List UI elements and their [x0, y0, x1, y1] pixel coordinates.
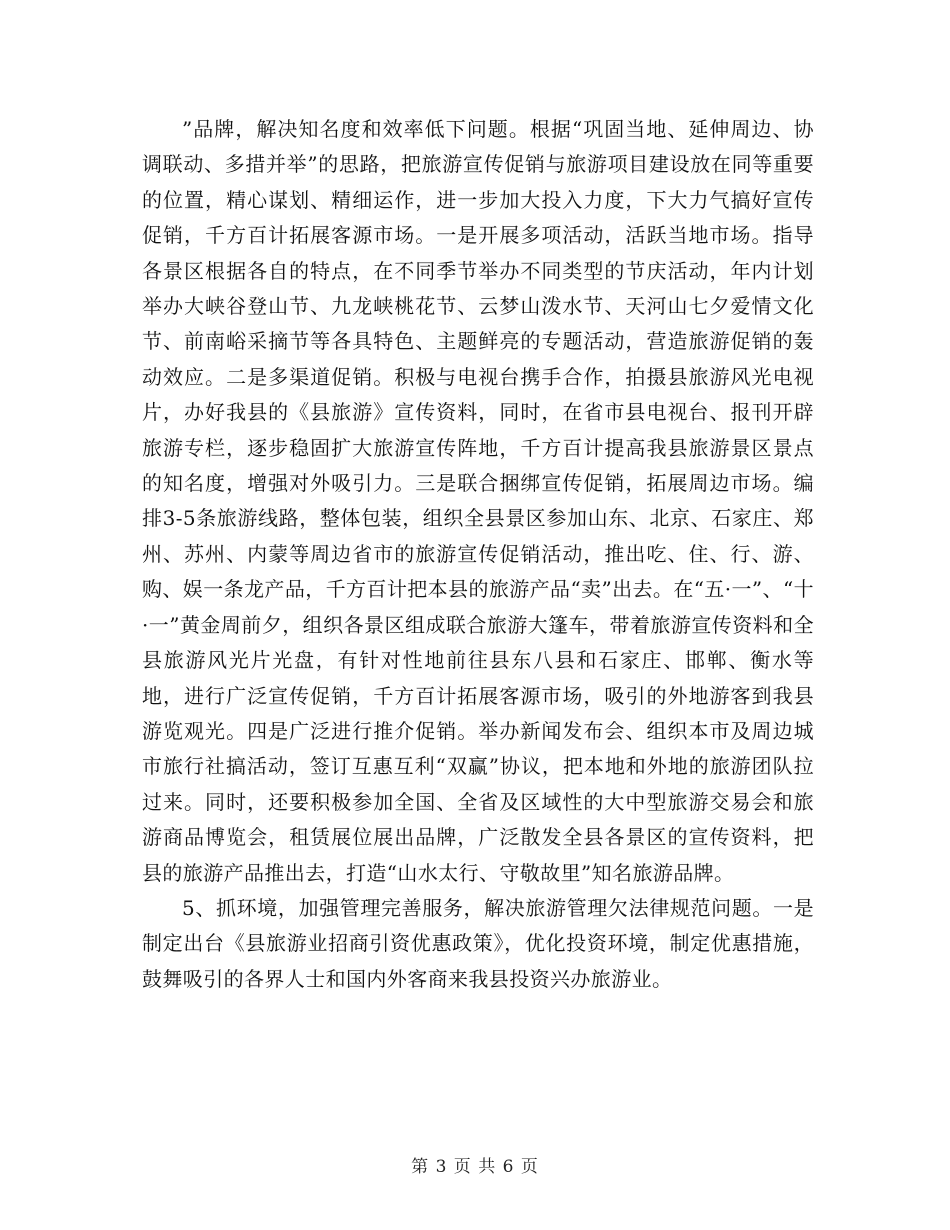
paragraph-environment-management: 5、抓环境，加强管理完善服务，解决旅游管理欠法律规范问题。一是制定出台《县旅游业招商引资优惠政策》，优化投资环境，制定优惠措施，鼓舞吸引的各界人士和国内外客商来我县投资兴办旅游业。 [142, 895, 814, 991]
page-number-footer: 第 3 页 共 6 页 [411, 1157, 539, 1177]
paragraph-tourism-promotion: ”品牌，解决知名度和效率低下问题。根据“巩固当地、延伸周边、协调联动、多措并举”的思路，把旅游宣传促销与旅游项目建设放在同等重要的位置，精心谋划、精细运作，进一步加大投入力度，下大力气搞好宣传促销，千方百计拓展客源市场。一是开展多项活动，活跃当地市场。指导各景区根据各自的特点，在不同季节举办不同类型的节庆活动，年内计划举办大峡谷登山节、九龙峡桃花节、云梦山泼水节、天河山七夕爱情文化节、前南峪采摘节等各具特色、主题鲜亮的专题活动，营造旅游促销的轰动效应。二是多渠道促销。积极与电视台携手合作，拍摄县旅游风光电视片，办好我县的《县旅游》宣传资料，同时，在省市县电视台、报刊开辟旅游专栏，逐步稳固扩大旅游宣传阵地，千方百计提高我县旅游景区景点的知名度，增强对外吸引力。三是联合捆绑宣传促销，拓展周边市场。编排3-5条旅游线路，整体包装，组织全县景区参加山东、北京、石家庄、郑州、苏州、内蒙等周边省市的旅游宣传促销活动，推出吃、住、行、游、购、娱一条龙产品，千方百计把本县的旅游产品“卖”出去。在“五·一”、“十·一”黄金周前夕，组织各景区组成联合旅游大篷车，带着旅游宣传资料和全县旅游风光片光盘，有针对性地前往县东八县和石家庄、邯郸、衡水等地，进行广泛宣传促销，千方百计拓展客源市场，吸引的外地游客到我县游览观光。四是广泛进行推介促销。举办新闻发布会、组织本市及周边城市旅行社搞活动，签订互惠互利“双赢”协议，把本地和外地的旅游团队拉过来。同时，还要积极参加全国、全省及区域性的大中型旅游交易会和旅游商品博览会，租赁展位展出品牌，广泛散发全县各景区的宣传资料，把县的旅游产品推出去，打造“山水太行、守敬故里”知名旅游品牌。 [142, 117, 814, 885]
document-body [142, 112, 814, 997]
